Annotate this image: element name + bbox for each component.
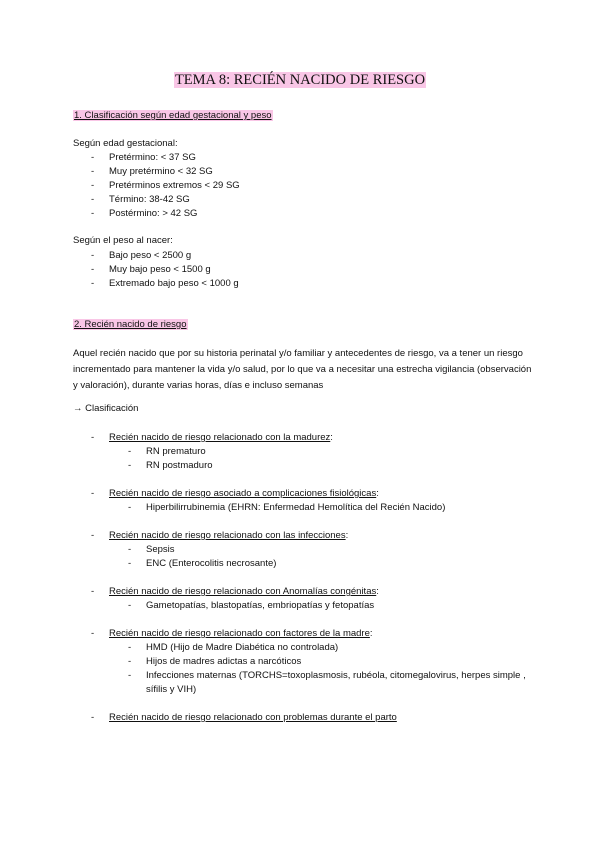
classification-label: → Clasificación bbox=[73, 403, 139, 414]
list-item: Hiperbilirrubinemia (EHRN: Enfermedad Hemolítica del Recién Nacido) bbox=[146, 502, 446, 513]
group-title: Recién nacido de riesgo relacionado con la madurez: bbox=[109, 432, 333, 443]
list-item: RN prematuro bbox=[146, 446, 206, 457]
gestational-label: Según edad gestacional: bbox=[73, 138, 178, 149]
list-item: RN postmaduro bbox=[146, 460, 213, 471]
group-title: Recién nacido de riesgo relacionado con Anomalías congénitas: bbox=[109, 586, 379, 597]
list-item: Hijos de madres adictas a narcóticos bbox=[146, 656, 302, 667]
list-item: Sepsis bbox=[146, 544, 175, 555]
list-item: Muy bajo peso < 1500 g bbox=[109, 264, 211, 275]
paragraph-line: y valoración), durante varias horas, días e incluso semanas bbox=[73, 380, 324, 391]
list-item: ENC (Enterocolitis necrosante) bbox=[146, 558, 277, 569]
group-title: Recién nacido de riesgo relacionado con problemas durante el parto bbox=[109, 712, 397, 723]
group-title: Recién nacido de riesgo relacionado con factores de la madre: bbox=[109, 628, 373, 639]
list-item: Muy pretérmino < 32 SG bbox=[109, 166, 213, 177]
definition-paragraph bbox=[73, 346, 588, 394]
list-item: Pretérminos extremos < 29 SG bbox=[109, 180, 240, 191]
group-title: Recién nacido de riesgo relacionado con las infecciones: bbox=[109, 530, 349, 541]
list-item: Extremado bajo peso < 1000 g bbox=[109, 278, 239, 289]
list-item: Postérmino: > 42 SG bbox=[109, 208, 198, 219]
paragraph-line: Aquel recién nacido que por su historia perinatal y/o familiar y antecedentes de riesgo, va a tener un riesgo bbox=[73, 348, 523, 359]
page-title: TEMA 8: RECIÉN NACIDO DE RIESGO bbox=[174, 72, 426, 88]
section1-heading: 1. Clasificación según edad gestacional y peso bbox=[74, 110, 272, 121]
list-item: Infecciones maternas (TORCHS=toxoplasmosis, rubéola, citomegalovirus, herpes simple , bbox=[146, 670, 526, 681]
list-item-continuation: sífilis y VIH) bbox=[146, 684, 197, 695]
list-item: Pretérmino: < 37 SG bbox=[109, 152, 196, 163]
group-title: Recién nacido de riesgo asociado a complicaciones fisiológicas: bbox=[109, 488, 379, 499]
document-page: TEMA 8: RECIÉN NACIDO DE RIESGO 1. Clasificación según edad gestacional y peso Según edad gestacional: - Pretérmino: < 37 SG - Muy pretérmino < 32 SG - Pretérminos extremos < 29 SG - Término: 38-42 SG - Postérmino: > 42 SG Según el peso al nacer: - Bajo peso < 2500 g - Muy bajo peso < 1500 g - Extremado bajo peso < 1000 g 2. Recién nacido de riesgo Aquel recién nacido que por su historia perinatal y/o familiar y antecedentes de riesgo, va a tener un riesgo incrementado para mantener la vida y/o salud, por lo que va a necesitar una estrecha vigilancia (observación y valoración), durante varias horas, días e incluso semanas → Clasificación - Recién nacido de riesgo relacionado con la madurez: - RN prematuro - RN postmaduro - Recién nacido de riesgo asociado a complicaciones fisiológicas: - Hiperbilirrubinemia (EHRN: Enfermedad Hemolítica del Recién Nacido) - Recién nacido de riesgo relacionado con las infecciones: - Sepsis - ENC (Enterocolitis necrosante) - Recién nacido de riesgo relacionado con Anomalías congénitas: - Gametopatías, blastopatías, embriopatías y fetopatías - Recién nacido de riesgo relacionado con factores de la madre: - HMD (Hijo de Madre Diabética no controlada) - Hijos de madres adictas a narcóticos - Infecciones maternas (TORCHS=toxoplasmosis, rubéola, citomegalovirus, herpes simple , sífilis y VIH) - Recién nacido de riesgo relacionado con problemas durante el parto bbox=[0, 0, 600, 848]
list-item: HMD (Hijo de Madre Diabética no controlada) bbox=[146, 642, 339, 653]
paragraph-line: incrementado para mantener la vida y/o salud, por lo que va a necesitar una estrecha vigilancia (observación bbox=[73, 364, 532, 375]
list-item: Bajo peso < 2500 g bbox=[109, 250, 192, 261]
weight-label: Según el peso al nacer: bbox=[73, 235, 173, 246]
list-item: Gametopatías, blastopatías, embriopatías y fetopatías bbox=[146, 600, 375, 611]
section2-heading: 2. Recién nacido de riesgo bbox=[74, 319, 187, 330]
list-item: Término: 38-42 SG bbox=[109, 194, 190, 205]
